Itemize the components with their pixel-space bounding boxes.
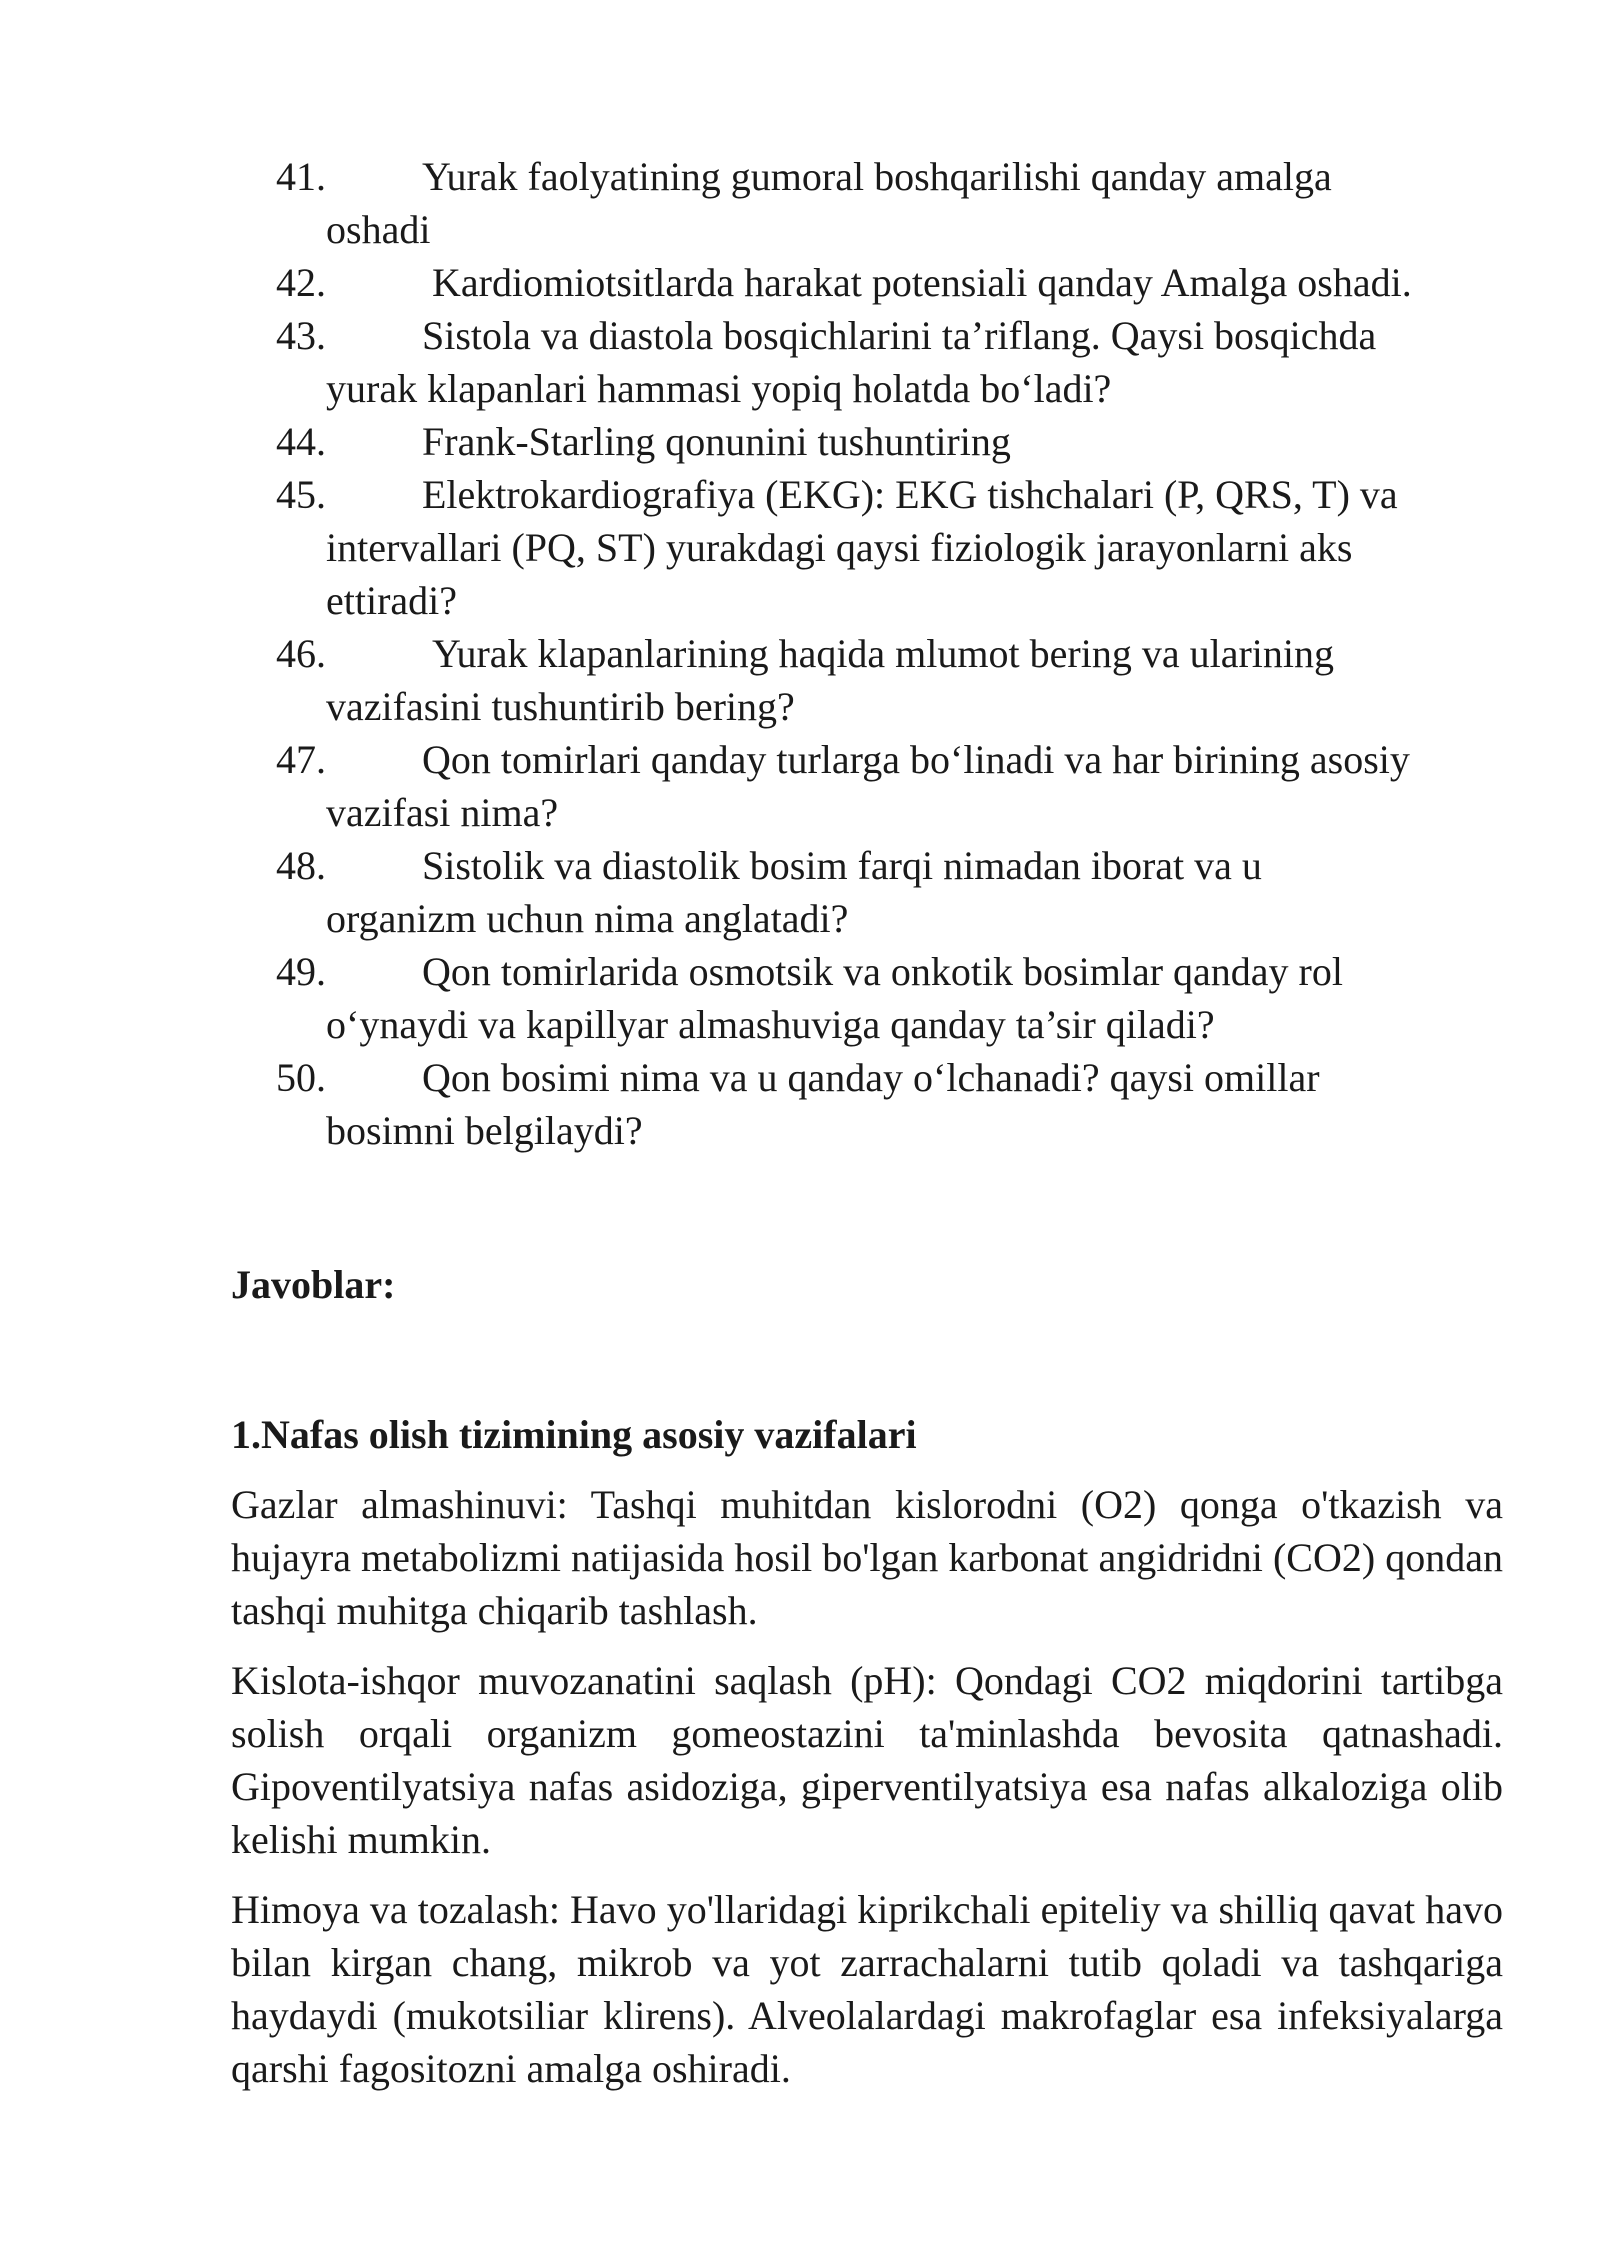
- section-title: 1.Nafas olish tizimining asosiy vazifalari: [231, 1412, 917, 1457]
- question-text: Qon bosimi nima va u qanday o‘lchanadi? qaysi omillar: [422, 1055, 1320, 1100]
- question-number: 46.: [276, 631, 326, 676]
- question-text: oshadi: [326, 207, 431, 252]
- question-text: bosimni belgilaydi?: [326, 1108, 643, 1153]
- question-47: [276, 733, 1502, 839]
- question-50: [276, 1051, 1502, 1157]
- question-text: yurak klapanlari hammasi yopiq holatda bo‘ladi?: [326, 366, 1112, 411]
- paragraph: Kislota-ishqor muvozanatini saqlash (pH): Qondagi CO2 miqdorini tartibga solish orqali organizm gomeostazini ta'minlashda bevosita qatnashadi. Gipoventilyatsiya nafas asidoziga, giperventilyatsiya esa nafas alkaloziga olib kelishi mumkin.: [231, 1658, 1503, 1862]
- question-text: organizm uchun nima anglatadi?: [326, 896, 849, 941]
- question-45: [276, 468, 1502, 627]
- question-list: [276, 150, 1502, 1157]
- question-text: vazifasi nima?: [326, 790, 559, 835]
- question-48: [276, 839, 1502, 945]
- question-text: Qon tomirlarida osmotsik va onkotik bosimlar qanday rol: [422, 949, 1343, 994]
- question-text: ettiradi?: [326, 578, 458, 623]
- question-text: Frank-Starling qonunini tushuntiring: [422, 419, 1011, 464]
- question-text: Yurak klapanlarining haqida mlumot bering va ularining: [432, 631, 1334, 676]
- question-text: intervallari (PQ, ST) yurakdagi qaysi fiziologik jarayonlarni aks: [326, 525, 1353, 570]
- question-41: [276, 150, 1502, 256]
- question-text: Elektrokardiografiya (EKG): EKG tishchalari (P, QRS, T) va: [422, 472, 1398, 517]
- question-number: 44.: [276, 419, 326, 464]
- question-text: vazifasini tushuntirib bering?: [326, 684, 795, 729]
- paragraph: Gazlar almashinuvi: Tashqi muhitdan kislorodni (O2) qonga o'tkazish va hujayra metabolizmi natijasida hosil bo'lgan karbonat angidridni (CO2) qondan tashqi muhitga chiqarib tashlash.: [231, 1482, 1503, 1633]
- question-44: [276, 415, 1502, 468]
- question-number: 48.: [276, 843, 326, 888]
- question-number: 42.: [276, 260, 326, 305]
- question-number: 45.: [276, 472, 326, 517]
- question-46: [276, 627, 1502, 733]
- question-49: [276, 945, 1502, 1051]
- question-text: Sistolik va diastolik bosim farqi nimadan iborat va u: [422, 843, 1262, 888]
- question-text: Qon tomirlari qanday turlarga bo‘linadi va har birining asosiy: [422, 737, 1410, 782]
- answer-body: [231, 1478, 1503, 2112]
- question-number: 49.: [276, 949, 326, 994]
- paragraph: Himoya va tozalash: Havo yo'llaridagi kiprikchali epiteliy va shilliq qavat havo bilan kirgan chang, mikrob va yot zarrachalarni tutib qoladi va tashqariga haydaydi (mukotsiliar klirens). Alveolalardagi makrofaglar esa infeksiyalarga qarshi fagositozni amalga oshiradi.: [231, 1887, 1503, 2091]
- question-number: 50.: [276, 1055, 326, 1100]
- question-43: [276, 309, 1502, 415]
- question-number: 47.: [276, 737, 326, 782]
- question-42: [276, 256, 1502, 309]
- answers-heading: Javoblar:: [231, 1262, 396, 1307]
- question-text: o‘ynaydi va kapillyar almashuviga qanday ta’sir qiladi?: [326, 1002, 1215, 1047]
- question-text: Sistola va diastola bosqichlarini ta’riflang. Qaysi bosqichda: [422, 313, 1377, 358]
- question-text: Yurak faolyatining gumoral boshqarilishi qanday amalga: [422, 154, 1332, 199]
- question-text: Kardiomiotsitlarda harakat potensiali qanday Amalga oshadi.: [432, 260, 1412, 305]
- question-number: 43.: [276, 313, 326, 358]
- question-number: 41.: [276, 154, 326, 199]
